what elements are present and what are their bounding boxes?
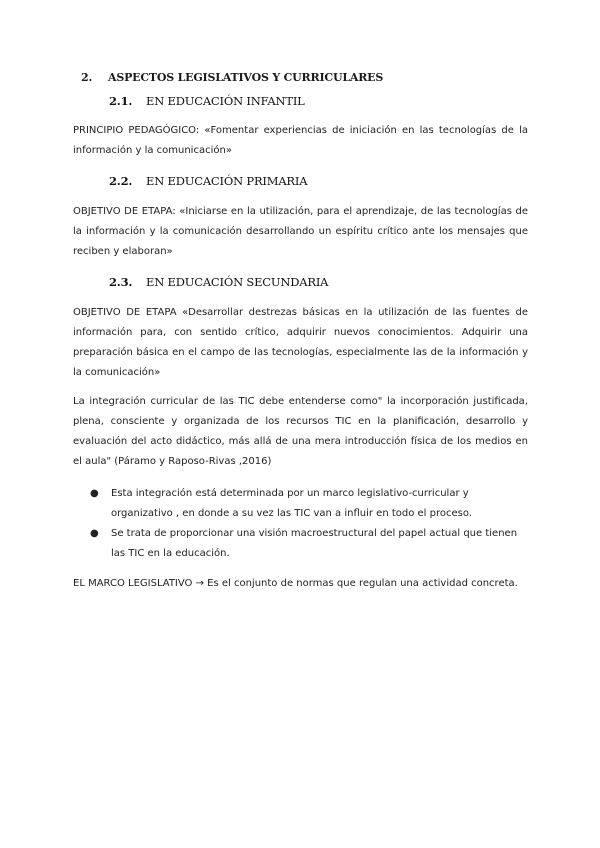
list-item-text: Se trata de proporcionar una visión macroestructural del papel actual que tienen las TIC en la educación.	[111, 528, 518, 559]
paragraph-primaria: OBJETIVO DE ETAPA: «Iniciarse en la utilización, para el aprendizaje, de las tecnologías de la información y la comunicación desarrollando un espíritu crítico ante los mensajes que reciben y elaboran»	[73, 206, 528, 257]
paragraph-secundaria: OBJETIVO DE ETAPA «Desarrollar destrezas básicas en la utilización de las fuentes de información para, con sentido crítico, adquirir nuevos conocimientos. Adquirir una preparación básica en el campo de las tecnologías, especialmente las de la información y la comunicación»	[73, 307, 528, 378]
subsection-number: 2.1.	[109, 94, 133, 108]
bullet-list	[73, 484, 531, 564]
list-item-text: Esta integración está determinada por un marco legislativo-curricular y organizativo , en donde a su vez las TIC van a influir en todo el proceso.	[111, 488, 472, 519]
paragraph-integration: La integración curricular de las TIC debe entenderse como" la incorporación justificada, plena, consciente y organizada de los recursos TIC en la planificación, desarrollo y evaluación del acto didáctico, más allá de una mera introducción física de los medios en el aula" (Páramo y Raposo-Rivas ,2016)	[73, 396, 528, 467]
subsection-number: 2.3.	[109, 275, 133, 289]
legislative-frame-definition: EL MARCO LEGISLATIVO → Es el conjunto de normas que regulan una actividad concreta.	[73, 578, 518, 589]
subsection-heading-infantil	[109, 94, 305, 108]
subsection-number: 2.2.	[109, 174, 133, 188]
subsection-title: EN EDUCACIÓN SECUNDARIA	[146, 275, 329, 289]
subsection-title: EN EDUCACIÓN PRIMARIA	[146, 174, 308, 188]
bullet-icon: ●	[90, 528, 99, 539]
bullet-icon: ●	[90, 488, 99, 499]
subsection-title: EN EDUCACIÓN INFANTIL	[146, 94, 305, 108]
subsection-heading-primaria	[109, 174, 307, 188]
subsection-heading-secundaria	[109, 275, 328, 289]
section-heading	[81, 71, 383, 84]
section-title: ASPECTOS LEGISLATIVOS Y CURRICULARES	[108, 71, 384, 84]
section-number: 2.	[81, 71, 93, 84]
list-item	[73, 524, 531, 564]
paragraph-infantil: PRINCIPIO PEDAGÓGICO: «Fomentar experiencias de iniciación en las tecnologías de la información y la comunicación»	[73, 125, 528, 156]
list-item	[73, 484, 531, 524]
